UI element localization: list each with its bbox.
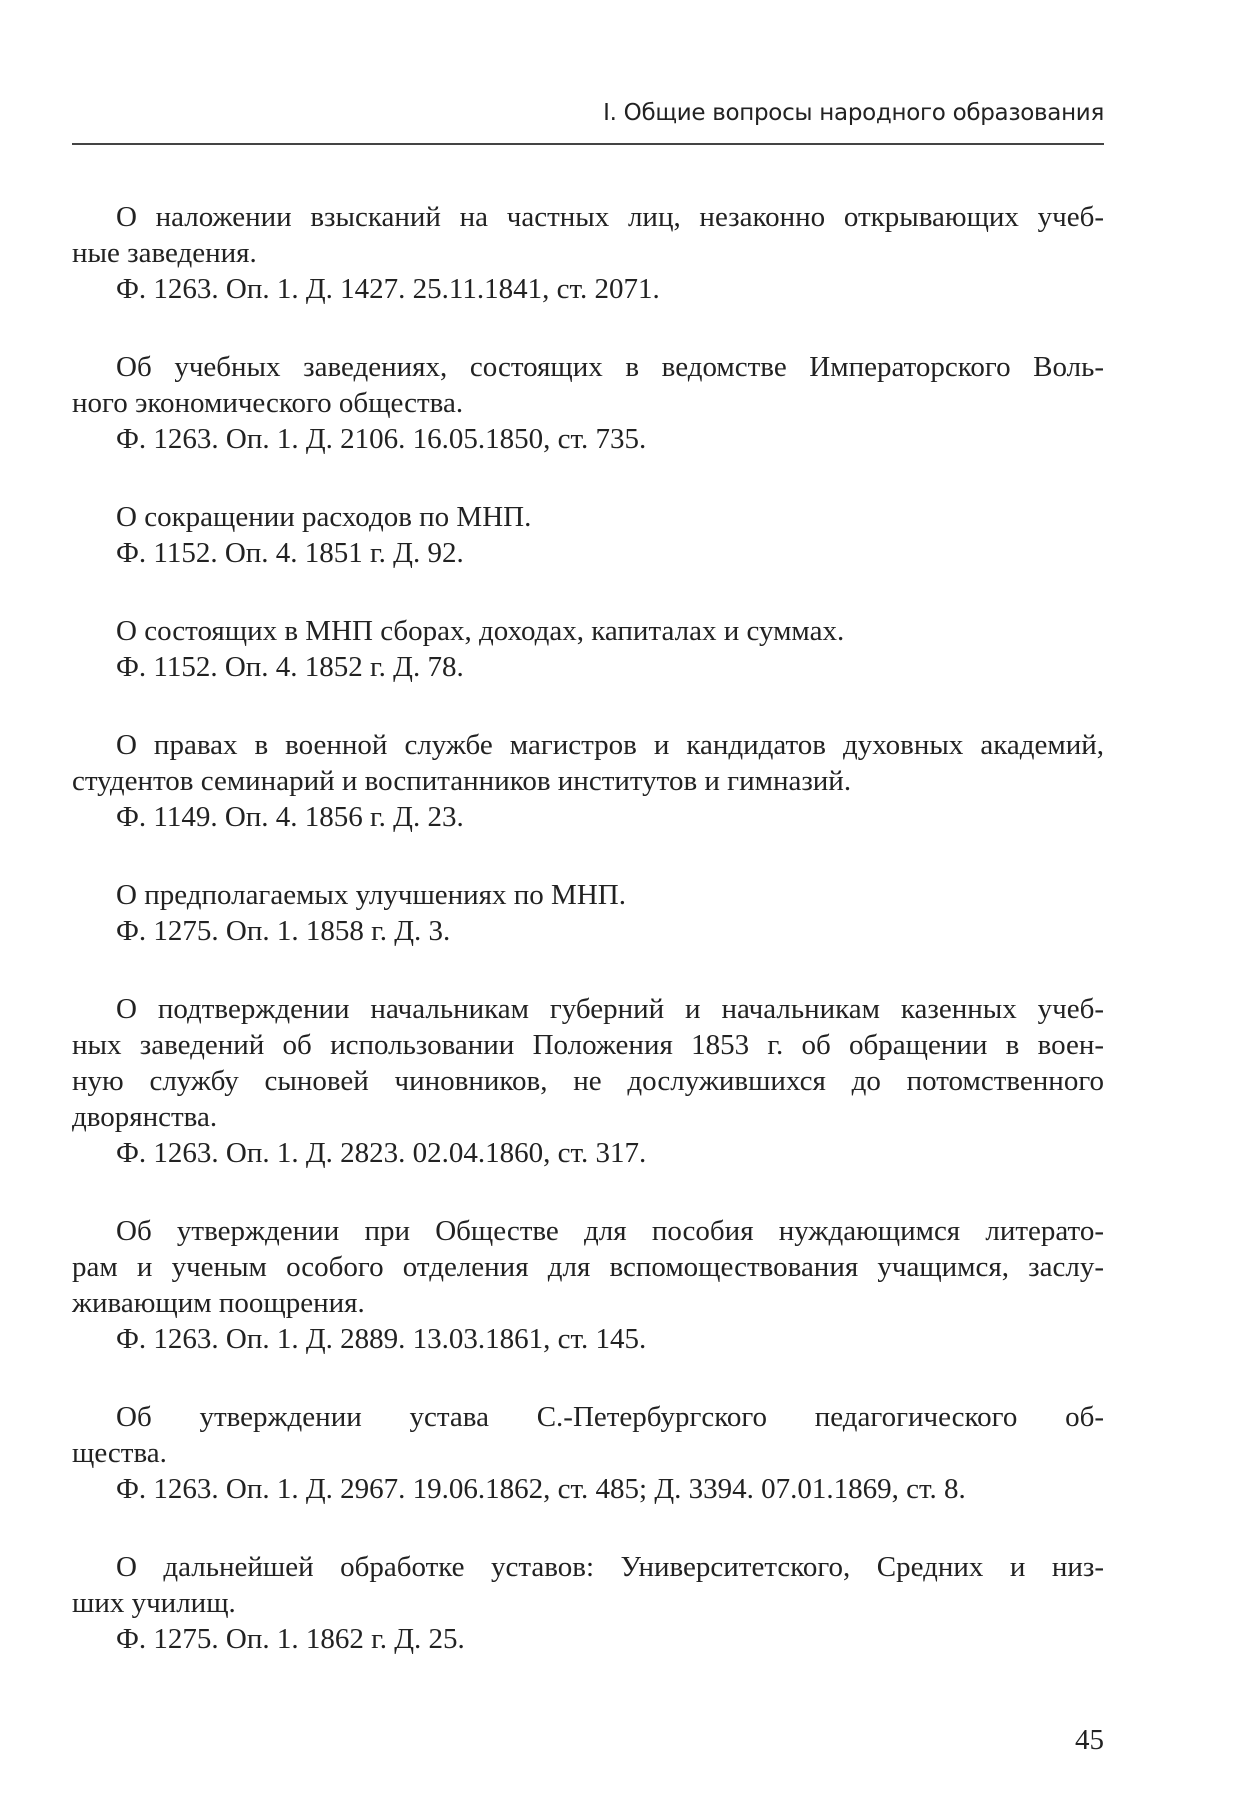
- entry-title-line: О правах в военной службе магистров и кандидатов духовных академий,: [116, 729, 1104, 761]
- entry-title-line: ших училищ.: [72, 1587, 236, 1619]
- archive-entry: [72, 613, 1104, 685]
- entry-title-line: щества.: [72, 1437, 167, 1469]
- entry-title-line: рам и ученым особого отделения для вспомоществования учащимся, заслу-: [72, 1251, 1104, 1283]
- entry-archive-reference: Ф. 1152. Оп. 4. 1852 г. Д. 78.: [116, 651, 464, 683]
- entry-archive-reference: Ф. 1275. Оп. 1. 1858 г. Д. 3.: [116, 915, 451, 947]
- entry-title-line: дворянства.: [72, 1101, 218, 1133]
- archive-entry: [72, 727, 1104, 835]
- entry-title-line: ного экономического общества.: [72, 387, 464, 419]
- archive-entries-list: [72, 199, 1104, 1699]
- archive-entry: [72, 499, 1104, 571]
- entry-title-line: Об утверждении при Обществе для пособия нуждающимся литерато-: [116, 1215, 1104, 1247]
- archive-entry: [72, 199, 1104, 307]
- entry-title-line: О сокращении расходов по МНП.: [116, 501, 532, 533]
- entry-title-line: живающим поощрения.: [72, 1287, 365, 1319]
- entry-title-line: О дальнейшей обработке уставов: Университетского, Средних и низ-: [116, 1551, 1104, 1583]
- entry-archive-reference: Ф. 1263. Оп. 1. Д. 2889. 13.03.1861, ст. 145.: [116, 1323, 647, 1355]
- entry-title-line: О состоящих в МНП сборах, доходах, капиталах и суммах.: [116, 615, 845, 647]
- entry-archive-reference: Ф. 1152. Оп. 4. 1851 г. Д. 92.: [116, 537, 464, 569]
- archive-entry: [72, 1399, 1104, 1507]
- entry-archive-reference: Ф. 1275. Оп. 1. 1862 г. Д. 25.: [116, 1623, 465, 1655]
- entry-title-line: О предполагаемых улучшениях по МНП.: [116, 879, 626, 911]
- entry-title-line: ных заведений об использовании Положения 1853 г. об обращении в воен-: [72, 1029, 1104, 1061]
- entry-archive-reference: Ф. 1263. Оп. 1. Д. 2106. 16.05.1850, ст. 735.: [116, 423, 647, 455]
- entry-title-line: студентов семинарий и воспитанников институтов и гимназий.: [72, 765, 852, 797]
- entry-archive-reference: Ф. 1263. Оп. 1. Д. 2967. 19.06.1862, ст. 485; Д. 3394. 07.01.1869, ст. 8.: [116, 1473, 966, 1505]
- entry-archive-reference: Ф. 1149. Оп. 4. 1856 г. Д. 23.: [116, 801, 464, 833]
- page-number: 45: [1075, 1724, 1104, 1756]
- entry-title-line: О наложении взысканий на частных лиц, незаконно открывающих учеб-: [116, 201, 1104, 233]
- entry-title-line: Об учебных заведениях, состоящих в ведомстве Императорского Воль-: [116, 351, 1104, 383]
- entry-archive-reference: Ф. 1263. Оп. 1. Д. 2823. 02.04.1860, ст. 317.: [116, 1137, 647, 1169]
- entry-title-line: О подтверждении начальникам губерний и начальникам казенных учеб-: [116, 993, 1104, 1025]
- archive-entry: [72, 1549, 1104, 1657]
- entry-title-line: Об утверждении устава С.-Петербургского педагогического об-: [116, 1401, 1104, 1433]
- entry-title-line: ные заведения.: [72, 237, 257, 269]
- archive-entry: [72, 991, 1104, 1171]
- archive-entry: [72, 349, 1104, 457]
- entry-archive-reference: Ф. 1263. Оп. 1. Д. 1427. 25.11.1841, ст. 2071.: [116, 273, 660, 305]
- running-header: I. Общие вопросы народного образования: [603, 100, 1104, 126]
- entry-title-line: ную службу сыновей чиновников, не дослужившихся до потомственного: [72, 1065, 1104, 1097]
- archive-entry: [72, 1213, 1104, 1357]
- header-rule: [72, 143, 1104, 145]
- archive-entry: [72, 877, 1104, 949]
